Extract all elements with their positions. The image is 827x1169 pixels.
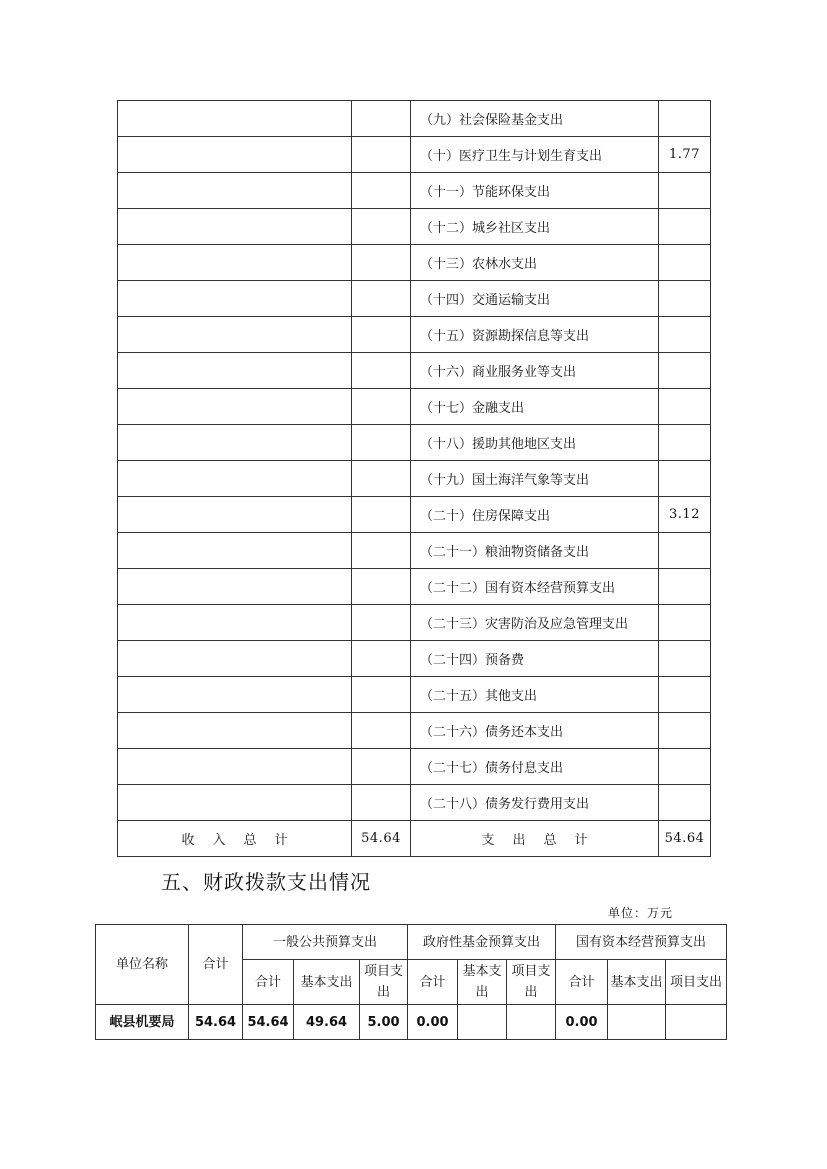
income-item-cell — [118, 713, 352, 749]
expense-item-label: （十六）商业服务业等支出 — [411, 353, 659, 389]
income-amount-cell — [352, 785, 411, 821]
fiscal-appropriation-table — [95, 924, 727, 1040]
expense-item-label: （十九）国土海洋气象等支出 — [411, 461, 659, 497]
cell-gov-basic — [458, 1005, 507, 1040]
income-item-cell — [118, 137, 352, 173]
cell-gov-total: 0.00 — [408, 1005, 458, 1040]
income-amount-cell — [352, 101, 411, 137]
expense-amount — [659, 353, 711, 389]
expense-amount — [659, 785, 711, 821]
table-row — [118, 137, 711, 173]
data-row — [96, 1005, 727, 1040]
income-item-cell — [118, 245, 352, 281]
header-gov-subtotal: 合计 — [408, 960, 458, 1005]
income-amount-cell — [352, 461, 411, 497]
expense-amount — [659, 389, 711, 425]
cell-gov-project — [507, 1005, 556, 1040]
expense-item-label: （二十二）国有资本经营预算支出 — [411, 569, 659, 605]
expense-item-label: （十八）援助其他地区支出 — [411, 425, 659, 461]
cell-general-basic: 49.64 — [294, 1005, 360, 1040]
expense-amount — [659, 209, 711, 245]
header-general-basic: 基本支出 — [294, 960, 360, 1005]
income-item-cell — [118, 497, 352, 533]
income-item-cell — [118, 281, 352, 317]
table-row — [118, 713, 711, 749]
income-item-cell — [118, 641, 352, 677]
income-item-cell — [118, 389, 352, 425]
income-amount-cell — [352, 281, 411, 317]
table-row — [118, 101, 711, 137]
table-row — [118, 353, 711, 389]
income-item-cell — [118, 569, 352, 605]
income-amount-cell — [352, 641, 411, 677]
table-row — [118, 569, 711, 605]
expense-amount — [659, 677, 711, 713]
table-row — [118, 317, 711, 353]
income-expense-table — [117, 100, 711, 857]
income-item-cell — [118, 533, 352, 569]
expense-item-label: （十一）节能环保支出 — [411, 173, 659, 209]
header-general-budget: 一般公共预算支出 — [243, 925, 408, 960]
income-amount-cell — [352, 317, 411, 353]
expense-item-label: （二十八）债务发行费用支出 — [411, 785, 659, 821]
cell-state-basic — [608, 1005, 666, 1040]
income-amount-cell — [352, 605, 411, 641]
header-gov-fund: 政府性基金预算支出 — [408, 925, 556, 960]
header-gov-project: 项目支出 — [507, 960, 556, 1005]
expense-item-label: （九）社会保险基金支出 — [411, 101, 659, 137]
table-row — [118, 785, 711, 821]
header-total: 合计 — [189, 925, 243, 1005]
expense-item-label: （二十一）粮油物资储备支出 — [411, 533, 659, 569]
header-gov-basic: 基本支出 — [458, 960, 507, 1005]
expense-item-label: （二十）住房保障支出 — [411, 497, 659, 533]
expense-amount — [659, 461, 711, 497]
cell-unit-name: 岷县机要局 — [96, 1005, 189, 1040]
table-row — [118, 425, 711, 461]
income-item-cell — [118, 209, 352, 245]
expense-total-label: 支出总计 — [411, 821, 659, 857]
header-general-subtotal: 合计 — [243, 960, 294, 1005]
income-total-value: 54.64 — [352, 821, 411, 857]
cell-general-project: 5.00 — [360, 1005, 408, 1040]
expense-amount: 1.77 — [659, 137, 711, 173]
income-item-cell — [118, 461, 352, 497]
expense-item-label: （二十五）其他支出 — [411, 677, 659, 713]
income-item-cell — [118, 353, 352, 389]
income-amount-cell — [352, 677, 411, 713]
income-item-cell — [118, 677, 352, 713]
cell-state-total: 0.00 — [556, 1005, 608, 1040]
header-general-project: 项目支出 — [360, 960, 408, 1005]
expense-amount — [659, 425, 711, 461]
income-item-cell — [118, 785, 352, 821]
table-row — [118, 389, 711, 425]
table-row — [118, 497, 711, 533]
income-amount-cell — [352, 497, 411, 533]
expense-amount — [659, 641, 711, 677]
income-amount-cell — [352, 569, 411, 605]
section-title: 五、财政拨款支出情况 — [161, 870, 371, 894]
expense-amount — [659, 749, 711, 785]
table-row — [118, 605, 711, 641]
cell-general-total: 54.64 — [243, 1005, 294, 1040]
expense-item-label: （十三）农林水支出 — [411, 245, 659, 281]
header-state-basic: 基本支出 — [608, 960, 666, 1005]
expense-item-label: （十七）金融支出 — [411, 389, 659, 425]
expense-item-label: （二十六）债务还本支出 — [411, 713, 659, 749]
expense-total-value: 54.64 — [659, 821, 711, 857]
header-state-project: 项目支出 — [666, 960, 727, 1005]
expense-item-label: （十四）交通运输支出 — [411, 281, 659, 317]
income-amount-cell — [352, 533, 411, 569]
expense-amount: 3.12 — [659, 497, 711, 533]
header-unit-name: 单位名称 — [96, 925, 189, 1005]
income-item-cell — [118, 605, 352, 641]
income-item-cell — [118, 749, 352, 785]
income-amount-cell — [352, 245, 411, 281]
table-row — [118, 173, 711, 209]
income-item-cell — [118, 101, 352, 137]
income-total-label: 收入总计 — [118, 821, 352, 857]
total-row — [118, 821, 711, 857]
expense-item-label: （十）医疗卫生与计划生育支出 — [411, 137, 659, 173]
header-row-1 — [96, 925, 727, 960]
income-amount-cell — [352, 173, 411, 209]
expense-amount — [659, 713, 711, 749]
header-state-capital: 国有资本经营预算支出 — [556, 925, 727, 960]
income-item-cell — [118, 425, 352, 461]
expense-item-label: （二十七）债务付息支出 — [411, 749, 659, 785]
expense-amount — [659, 533, 711, 569]
income-amount-cell — [352, 425, 411, 461]
expense-item-label: （十五）资源勘探信息等支出 — [411, 317, 659, 353]
income-amount-cell — [352, 749, 411, 785]
table-row — [118, 209, 711, 245]
table-row — [118, 461, 711, 497]
income-item-cell — [118, 173, 352, 209]
table-row — [118, 245, 711, 281]
expense-amount — [659, 101, 711, 137]
expense-amount — [659, 317, 711, 353]
expense-amount — [659, 281, 711, 317]
unit-note: 单位：万元 — [608, 906, 674, 920]
income-amount-cell — [352, 713, 411, 749]
header-state-subtotal: 合计 — [556, 960, 608, 1005]
income-amount-cell — [352, 353, 411, 389]
income-item-cell — [118, 317, 352, 353]
expense-item-label: （十二）城乡社区支出 — [411, 209, 659, 245]
table-row — [118, 749, 711, 785]
income-expense-table-body — [118, 101, 711, 857]
expense-amount — [659, 245, 711, 281]
expense-amount — [659, 569, 711, 605]
income-amount-cell — [352, 137, 411, 173]
expense-item-label: （二十四）预备费 — [411, 641, 659, 677]
table-row — [118, 641, 711, 677]
table-row — [118, 533, 711, 569]
table-row — [118, 677, 711, 713]
income-amount-cell — [352, 209, 411, 245]
expense-item-label: （二十三）灾害防治及应急管理支出 — [411, 605, 659, 641]
cell-state-project — [666, 1005, 727, 1040]
income-amount-cell — [352, 389, 411, 425]
cell-total: 54.64 — [189, 1005, 243, 1040]
expense-amount — [659, 173, 711, 209]
table-row — [118, 281, 711, 317]
expense-amount — [659, 605, 711, 641]
